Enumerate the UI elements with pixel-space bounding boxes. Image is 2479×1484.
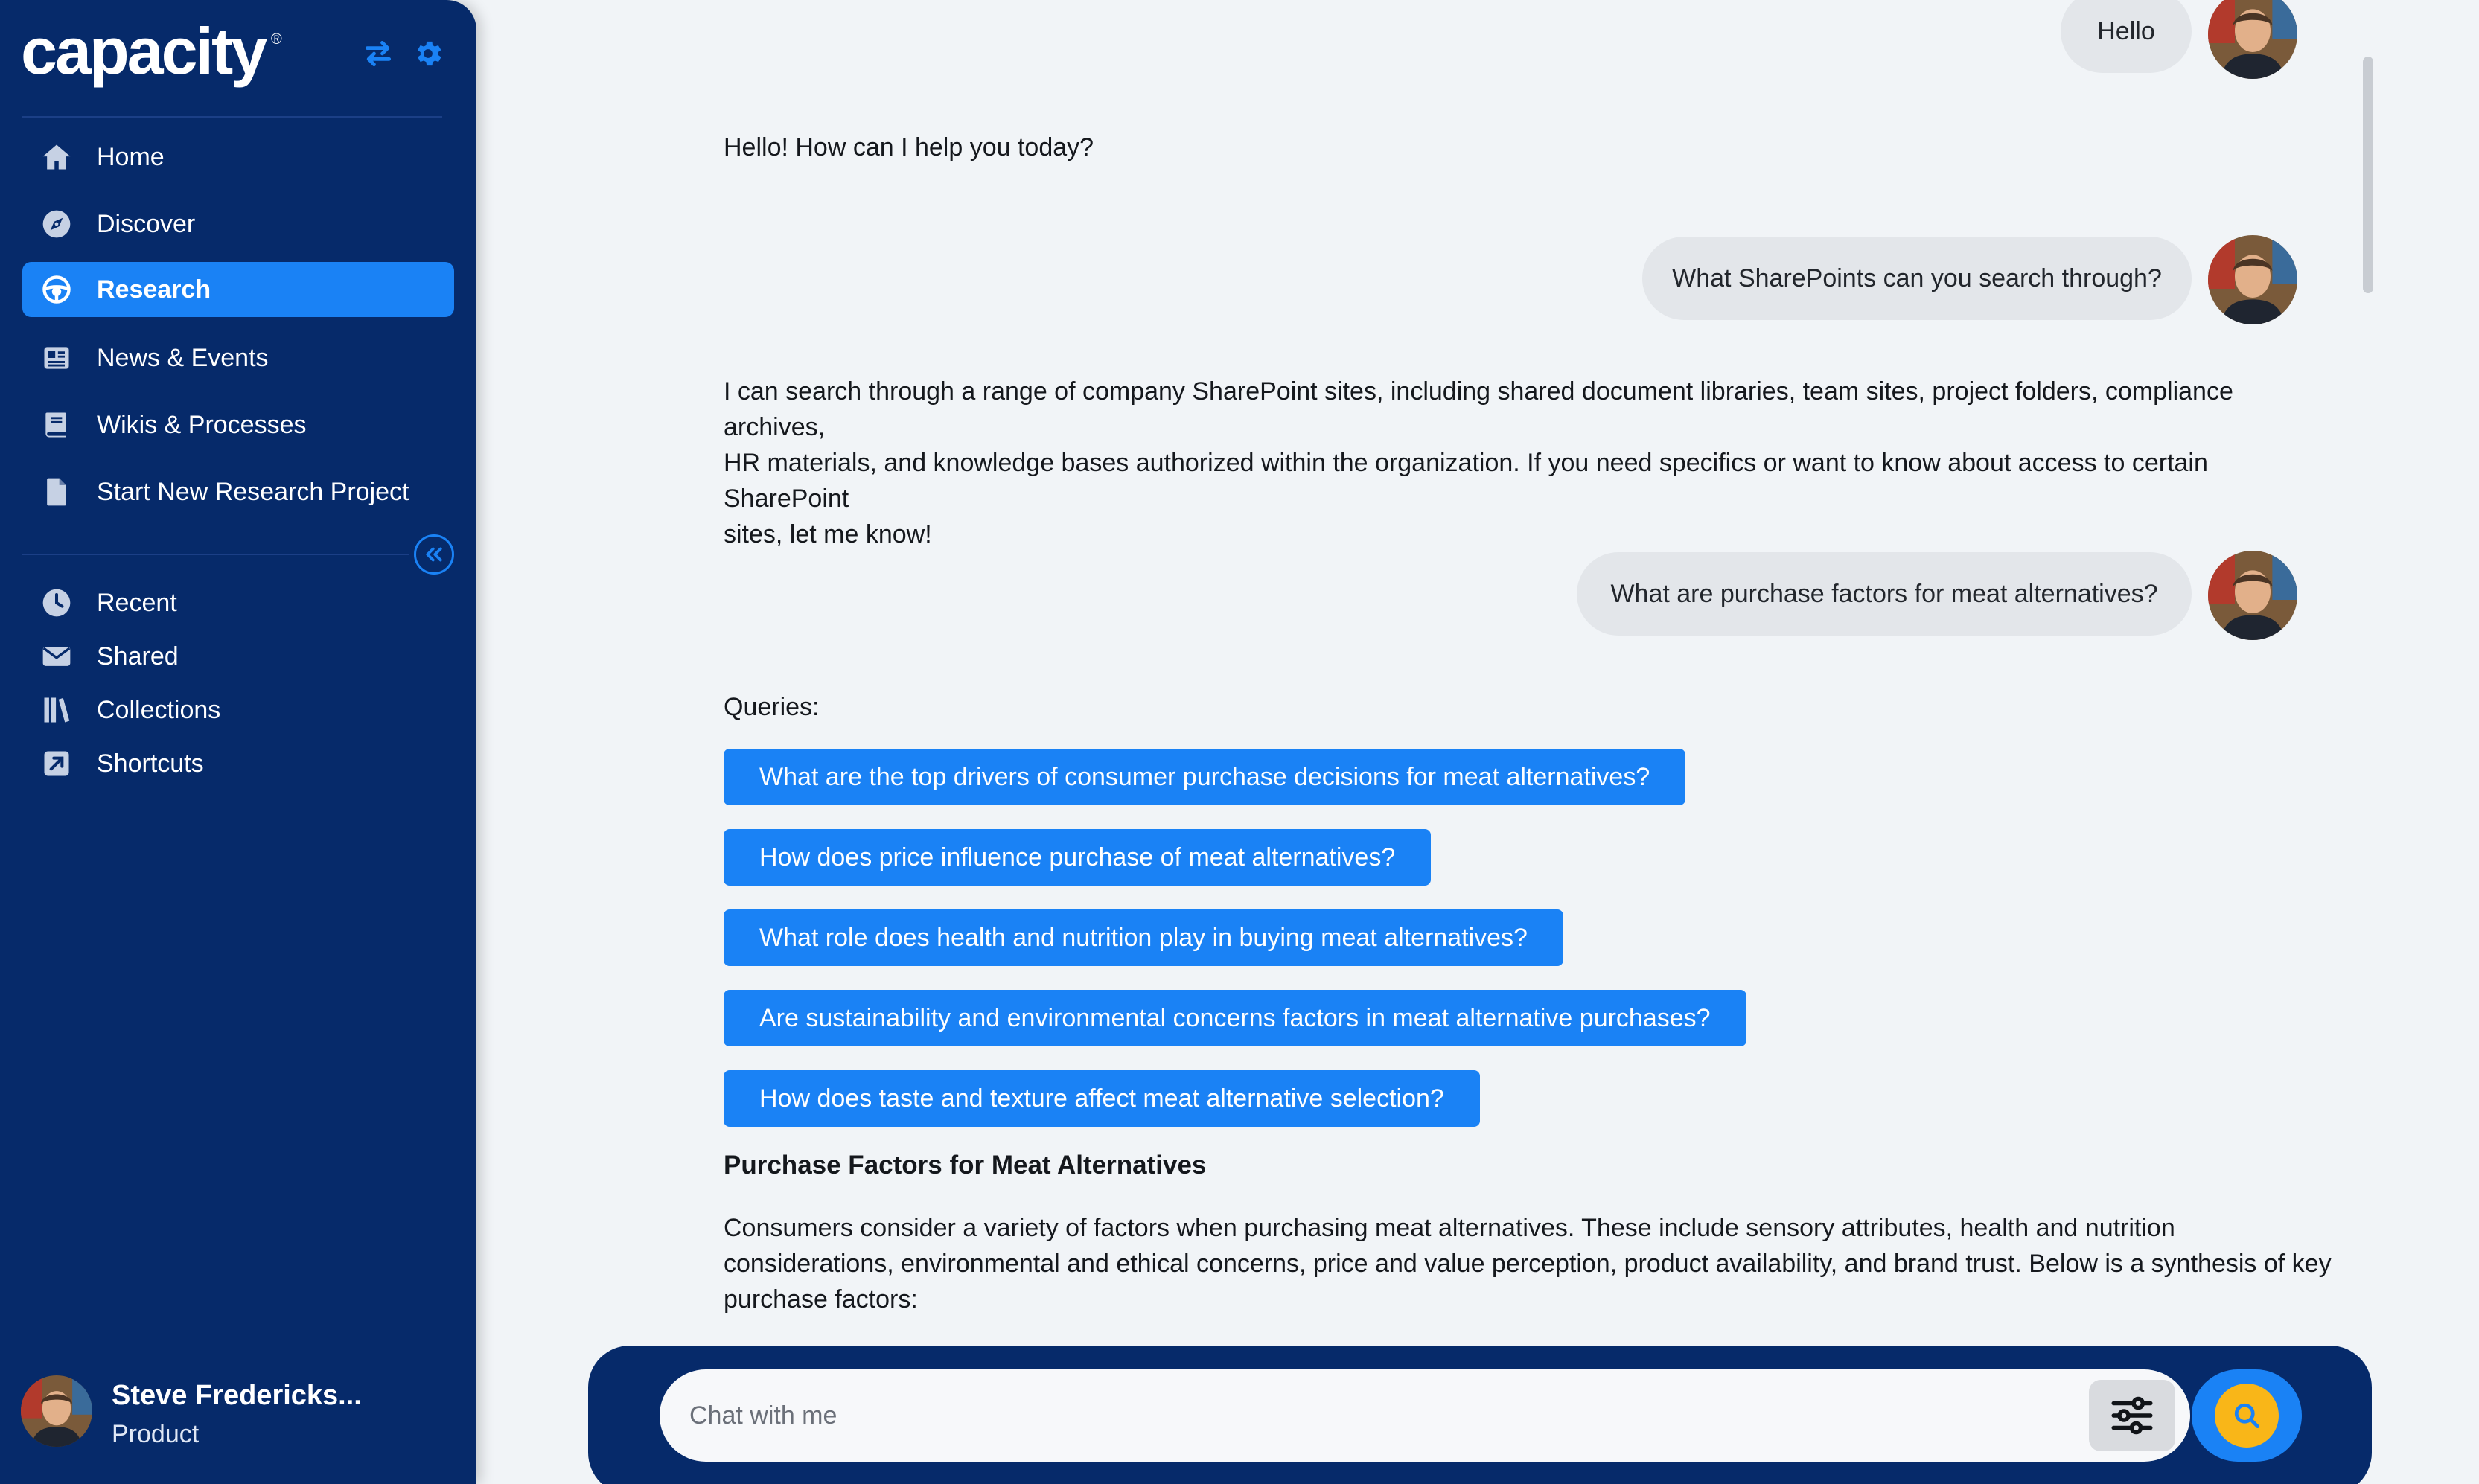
avatar[interactable] (21, 1375, 92, 1447)
capacity-logo[interactable]: capacity (21, 14, 266, 88)
bot-message-line: HR materials, and knowledge bases authorized within the organization. If you need specifics or want to know about access to certain SharePoint (724, 449, 2208, 513)
user-role: Product (112, 1420, 200, 1448)
sliders-icon (2108, 1391, 2157, 1440)
query-button[interactable]: What are the top drivers of consumer purchase decisions for meat alternatives? (724, 749, 1685, 805)
steering-wheel-icon (39, 272, 74, 307)
sidebar-item-label: Shortcuts (97, 749, 204, 778)
sidebar-item-label: Start New Research Project (97, 477, 409, 506)
avatar (2208, 551, 2297, 640)
search-icon (2230, 1399, 2263, 1432)
sidebar-item-label: Shared (97, 642, 179, 671)
document-icon (39, 474, 74, 510)
sidebar-item-wikis-processes[interactable] (22, 397, 454, 452)
sidebar (0, 0, 476, 1484)
book-icon (39, 407, 74, 443)
sidebar-item-label: News & Events (97, 343, 269, 372)
chat-input[interactable] (660, 1369, 2190, 1462)
bot-message-line: I can search through a range of company SharePoint sites, including shared document libraries, team sites, project folders, compliance archives, (724, 377, 2233, 441)
library-icon (39, 692, 74, 728)
query-button[interactable]: What role does health and nutrition play in buying meat alternatives? (724, 909, 1563, 966)
sidebar-item-label: Research (97, 275, 211, 304)
sidebar-item-collections[interactable] (22, 682, 454, 738)
gear-icon[interactable] (412, 37, 444, 70)
sidebar-item-label: Recent (97, 588, 177, 617)
user-message-bubble: What are purchase factors for meat alternatives? (1577, 552, 2192, 636)
sidebar-item-news-events[interactable] (22, 330, 454, 386)
sidebar-item-research[interactable] (22, 262, 454, 317)
home-icon (39, 139, 74, 175)
user-name: Steve Fredericks... (112, 1380, 362, 1411)
collapse-sidebar-button[interactable] (414, 534, 454, 575)
sidebar-item-home[interactable] (22, 129, 454, 185)
registered-mark: ® (271, 31, 282, 48)
search-submit-circle (2215, 1384, 2279, 1448)
sidebar-item-label: Collections (97, 695, 221, 724)
envelope-icon (39, 639, 74, 674)
sidebar-item-shared[interactable] (22, 629, 454, 684)
compass-icon (39, 206, 74, 242)
clock-icon (39, 585, 74, 621)
user-message-bubble: What SharePoints can you search through? (1642, 237, 2192, 320)
sidebar-item-start-new-research-project[interactable] (22, 464, 454, 519)
sidebar-divider (22, 554, 409, 555)
bot-message: Hello! How can I help you today? (724, 133, 1094, 161)
sidebar-divider (22, 116, 442, 118)
queries-label: Queries: (724, 693, 820, 721)
sidebar-item-label: Wikis & Processes (97, 410, 307, 439)
answer-line: Consumers consider a variety of factors when purchasing meat alternatives. These include sensory attributes, health and nutrition (724, 1214, 2175, 1242)
sidebar-item-label: Home (97, 142, 165, 171)
query-button[interactable]: Are sustainability and environmental concerns factors in meat alternative purchases? (724, 990, 1746, 1046)
query-button[interactable]: How does taste and texture affect meat alternative selection? (724, 1070, 1480, 1127)
sidebar-item-recent[interactable] (22, 575, 454, 630)
bot-message-line: sites, let me know! (724, 520, 932, 548)
answer-paragraph (724, 1210, 2332, 1317)
scrollbar[interactable] (2363, 57, 2373, 293)
avatar (2208, 0, 2297, 79)
answer-heading: Purchase Factors for Meat Alternatives (724, 1151, 1207, 1180)
sidebar-item-shortcuts[interactable] (22, 736, 454, 791)
newspaper-icon (39, 340, 74, 376)
search-submit-button[interactable] (2192, 1369, 2302, 1462)
shortcut-icon (39, 746, 74, 781)
swap-icon[interactable] (362, 37, 395, 70)
double-chevron-left-icon (423, 543, 445, 566)
user-message-bubble: Hello (2061, 0, 2192, 73)
filter-button[interactable] (2089, 1380, 2175, 1451)
sidebar-item-label: Discover (97, 209, 196, 238)
avatar (2208, 235, 2297, 324)
query-button[interactable]: How does price influence purchase of meat alternatives? (724, 829, 1431, 886)
sidebar-item-discover[interactable] (22, 196, 454, 252)
bot-message (724, 374, 2332, 552)
answer-line: considerations, environmental and ethical concerns, price and value perception, product availability, and brand trust. Below is a synthesis of key (724, 1250, 2332, 1278)
answer-line: purchase factors: (724, 1285, 918, 1314)
